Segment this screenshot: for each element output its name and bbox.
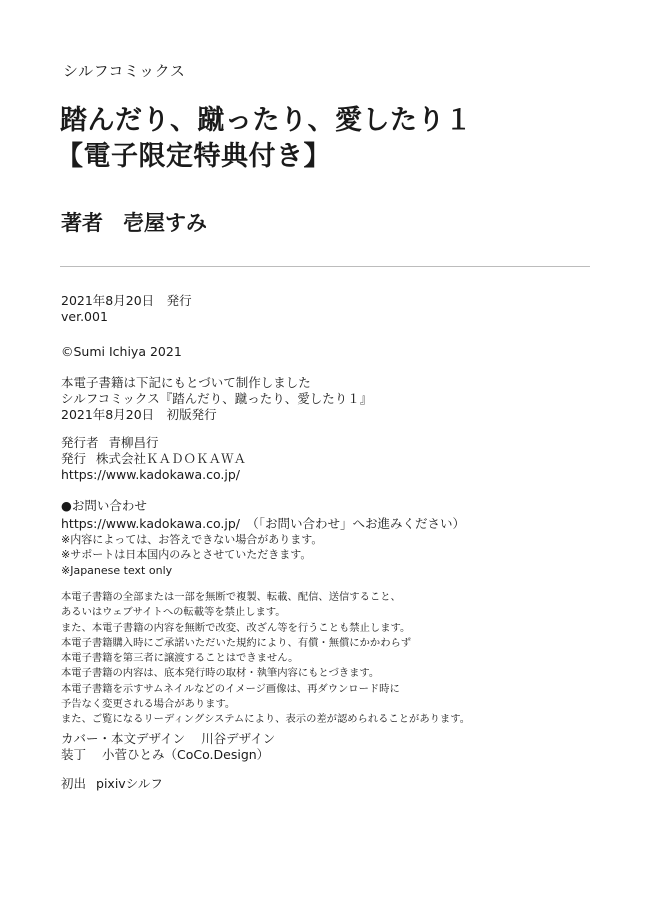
first-appearance-line (61, 776, 163, 792)
legal-line: 本電子書籍の全部または一部を無断で複製、転載、配信、送信すること、 (61, 591, 401, 603)
binding-credit (61, 747, 275, 763)
copyright-block (61, 344, 182, 360)
legal-line: 予告なく変更される場合があります。 (61, 698, 236, 711)
book-title-line1: 踏んだり、蹴ったり、愛したり１ (60, 105, 473, 136)
author-name: 壱屋すみ (123, 211, 207, 235)
issuer-name: 株式会社ＫＡＤＯＫＡＷＡ (96, 451, 247, 466)
contact-note: ※サポートは日本国内のみとさせていただきます。 (61, 548, 312, 562)
imprint-label: シルフコミックス (63, 62, 186, 80)
legal-line: あるいはウェブサイトへの転載等を禁止します。 (61, 606, 286, 619)
contact-note: ※Japanese text only (61, 563, 173, 577)
version: ver.001 (61, 309, 108, 324)
legal-line: また、本電子書籍の内容を無断で改変、改ざん等を行うことも禁止します。 (61, 621, 411, 634)
author-line (61, 210, 207, 236)
publisher-line (61, 435, 246, 451)
source-line-2: シルフコミックス『踏んだり、蹴ったり、愛したり１』 (61, 391, 373, 406)
first-appearance (61, 776, 163, 792)
publisher-label: 発行者 (61, 435, 99, 450)
contact-note: ※内容によっては、お答えできない場合があります。 (61, 533, 323, 546)
publisher-info (61, 435, 246, 483)
legal-line: 本電子書籍の内容は、底本発行時の取材・執筆内容にもとづきます。 (61, 667, 380, 680)
release-date: 2021年8月20日 発行 (61, 293, 192, 308)
legal-line: また、ご覧になるリーディングシステムにより、表示の差が認められることがあります。 (61, 713, 470, 726)
publisher-url: https://www.kadokawa.co.jp/ (61, 467, 240, 482)
copyright: ©Sumi Ichiya 2021 (61, 344, 182, 359)
book-title-line2: 【電子限定特典付き】 (56, 141, 331, 172)
legal-notice (61, 590, 470, 728)
legal-line: 本電子書籍を示すサムネイルなどのイメージ画像は、再ダウンロード時に (61, 682, 400, 695)
contact-url: https://www.kadokawa.co.jp/ （「お問い合わせ」へお進みください） (61, 516, 465, 531)
divider (60, 266, 590, 267)
issuer-line (61, 451, 246, 467)
binding-credit-name: 小菅ひとみ（CoCo.Design） (102, 747, 270, 762)
contact-notes (61, 532, 322, 578)
book-title (56, 103, 473, 175)
legal-line: 本電子書籍購入時にご承諾いただいた規約により、有償・無償にかかわらず (61, 636, 412, 649)
legal-line: 本電子書籍を第三者に譲渡することはできません。 (61, 652, 299, 665)
issuer-label: 発行 (61, 451, 87, 466)
publisher-name: 青柳昌行 (108, 435, 159, 450)
first-appearance-value: pixivシルフ (96, 776, 163, 791)
contact-info (61, 498, 465, 532)
source-info (61, 375, 372, 423)
credits (61, 731, 275, 763)
cover-credit-name: 川谷デザイン (201, 731, 276, 746)
author-role: 著者 (61, 211, 103, 235)
source-line-1: 本電子書籍は下記にもとづいて制作しました (61, 375, 311, 390)
release-info (61, 293, 192, 325)
contact-heading: ●お問い合わせ (61, 498, 147, 513)
binding-credit-label: 装丁 (61, 747, 87, 762)
first-appearance-label: 初出 (61, 776, 87, 791)
source-line-3: 2021年8月20日 初版発行 (61, 407, 217, 422)
cover-credit-label: カバー・本文デザイン (61, 731, 186, 746)
cover-credit (61, 731, 275, 747)
